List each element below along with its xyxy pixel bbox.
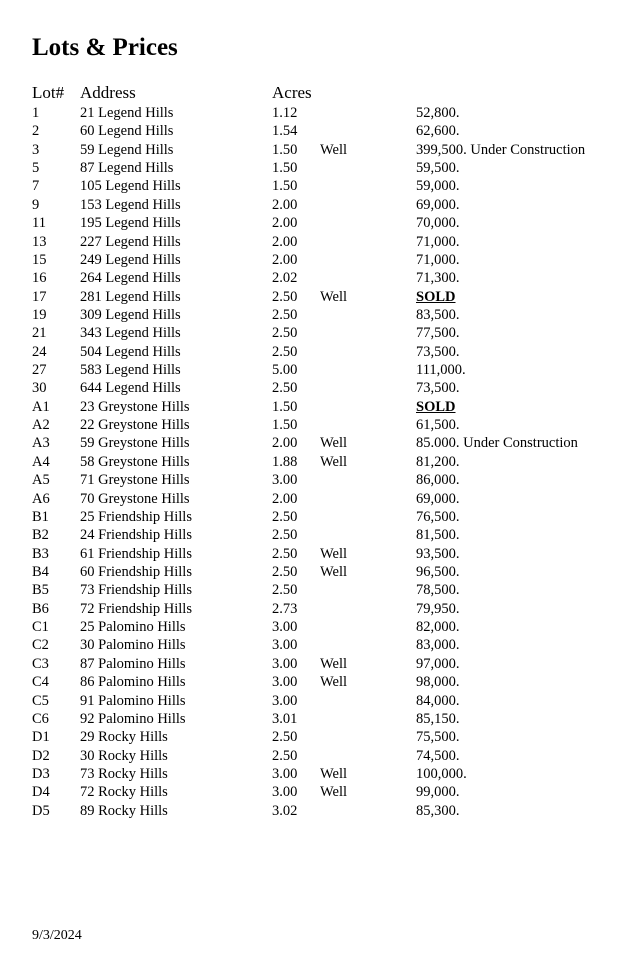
lot-price: 85,150. xyxy=(416,710,460,727)
page-title: Lots & Prices xyxy=(32,34,178,61)
lot-price: 77,500. xyxy=(416,325,460,342)
lot-price-cell xyxy=(416,710,460,728)
lot-acres: 1.50 xyxy=(272,141,298,158)
lot-price: 61,500. xyxy=(416,417,460,434)
lot-acres: 2.50 xyxy=(272,527,298,544)
lot-acres: 1.50 xyxy=(272,398,298,415)
lot-number: 19 xyxy=(32,306,47,323)
lot-address: 87 Palomino Hills xyxy=(80,655,186,672)
lot-price-cell xyxy=(416,416,460,434)
lot-number: C2 xyxy=(32,637,49,654)
lot-price: 81,500. xyxy=(416,527,460,544)
lot-price: 59,000. xyxy=(416,178,460,195)
lot-address: 25 Palomino Hills xyxy=(80,619,186,636)
lot-price-cell xyxy=(416,765,467,783)
lot-number: 1 xyxy=(32,105,40,121)
lot-acres: 3.02 xyxy=(272,802,298,819)
lot-address: 58 Greystone Hills xyxy=(80,453,190,470)
lot-acres: 3.00 xyxy=(272,619,298,636)
lot-address: 583 Legend Hills xyxy=(80,362,181,379)
header-lot: Lot# xyxy=(32,83,65,102)
lot-price-cell xyxy=(416,545,460,563)
table-row xyxy=(0,545,620,563)
lot-price-cell xyxy=(416,728,460,746)
lot-acres: 3.00 xyxy=(272,655,298,672)
table-header xyxy=(0,83,620,103)
lot-number: B2 xyxy=(32,527,49,544)
lot-address: 227 Legend Hills xyxy=(80,233,181,250)
lot-price-cell xyxy=(416,269,460,287)
lot-price-cell xyxy=(416,802,460,820)
lot-price: 97,000. xyxy=(416,655,460,672)
lot-price-cell xyxy=(416,324,460,342)
table-row xyxy=(0,490,620,508)
lot-address: 23 Greystone Hills xyxy=(80,398,190,415)
lot-acres: 2.00 xyxy=(272,196,298,213)
table-row xyxy=(0,655,620,673)
lot-number: A4 xyxy=(32,453,50,470)
table-row xyxy=(0,747,620,765)
lot-price: 100,000. xyxy=(416,765,467,782)
lot-price-cell xyxy=(416,600,460,618)
lot-price-cell xyxy=(416,453,460,471)
lot-address: 30 Palomino Hills xyxy=(80,637,186,654)
lot-acres: 3.00 xyxy=(272,765,298,782)
lot-price-cell xyxy=(416,177,460,195)
lot-acres: 1.50 xyxy=(272,417,298,434)
lot-acres: 3.01 xyxy=(272,710,298,727)
table-row xyxy=(0,343,620,361)
well-label: Well xyxy=(320,141,348,158)
table-row xyxy=(0,471,620,489)
lot-number: A1 xyxy=(32,398,50,415)
lot-price-cell xyxy=(416,471,460,489)
table-row xyxy=(0,306,620,324)
lot-number: 5 xyxy=(32,160,40,177)
lot-address: 61 Friendship Hills xyxy=(80,545,192,562)
lot-address: 25 Friendship Hills xyxy=(80,508,192,525)
lot-price-cell xyxy=(416,233,460,251)
lot-number: D1 xyxy=(32,729,50,746)
lot-price-cell xyxy=(416,618,460,636)
lot-price-cell xyxy=(416,581,460,599)
lot-price-cell xyxy=(416,636,460,654)
lot-number: B1 xyxy=(32,508,49,525)
lot-number: B5 xyxy=(32,582,49,599)
lot-acres: 2.50 xyxy=(272,288,298,305)
lot-acres: 2.00 xyxy=(272,233,298,250)
lot-address: 73 Friendship Hills xyxy=(80,582,192,599)
lot-price: 96,500. xyxy=(416,563,460,580)
lot-acres: 1.50 xyxy=(272,178,298,195)
lot-price: 85.000. xyxy=(416,435,460,452)
lot-price: 71,300. xyxy=(416,270,460,287)
lot-acres: 2.50 xyxy=(272,545,298,562)
lot-number: D4 xyxy=(32,784,50,801)
lot-price-cell xyxy=(416,361,466,379)
lot-address: 195 Legend Hills xyxy=(80,215,181,232)
lot-price-cell xyxy=(416,104,460,122)
sold-label: SOLD xyxy=(416,398,456,415)
lot-address: 86 Palomino Hills xyxy=(80,674,186,691)
lot-address: 644 Legend Hills xyxy=(80,380,181,397)
lot-number: 17 xyxy=(32,288,47,305)
sold-label: SOLD xyxy=(416,288,456,305)
lot-acres: 1.12 xyxy=(272,105,298,121)
lot-price: 93,500. xyxy=(416,545,460,562)
lot-number: D5 xyxy=(32,802,50,819)
lot-price-cell xyxy=(416,306,460,324)
lot-acres: 2.50 xyxy=(272,380,298,397)
lot-price: 59,500. xyxy=(416,160,460,177)
lot-acres: 2.50 xyxy=(272,729,298,746)
lot-number: 30 xyxy=(32,380,47,397)
well-label: Well xyxy=(320,765,348,782)
lot-number: 2 xyxy=(32,123,40,140)
lot-acres: 2.02 xyxy=(272,270,298,287)
lot-number: 11 xyxy=(32,215,46,232)
lot-number: C4 xyxy=(32,674,49,691)
lot-address: 70 Greystone Hills xyxy=(80,490,190,507)
lot-acres: 2.50 xyxy=(272,343,298,360)
lot-price: 84,000. xyxy=(416,692,460,709)
lot-price: 78,500. xyxy=(416,582,460,599)
lot-address: 309 Legend Hills xyxy=(80,306,181,323)
lot-number: A6 xyxy=(32,490,50,507)
table-row xyxy=(0,269,620,287)
table-row xyxy=(0,563,620,581)
lot-price: 85,300. xyxy=(416,802,460,819)
lot-price-cell xyxy=(416,122,460,140)
lot-price: 52,800. xyxy=(416,105,460,121)
lot-price: 99,000. xyxy=(416,784,460,801)
well-label: Well xyxy=(320,563,348,580)
lot-price-cell xyxy=(416,141,585,159)
lot-price: 79,950. xyxy=(416,600,460,617)
table-row xyxy=(0,728,620,746)
table-row xyxy=(0,600,620,618)
status-note: Under Construction xyxy=(470,141,586,158)
table-row xyxy=(0,453,620,471)
lot-address: 59 Legend Hills xyxy=(80,141,174,158)
table-row xyxy=(0,783,620,801)
lot-number: B4 xyxy=(32,563,49,580)
lot-number: C5 xyxy=(32,692,49,709)
lot-number: 21 xyxy=(32,325,47,342)
well-label: Well xyxy=(320,288,348,305)
lot-address: 30 Rocky Hills xyxy=(80,747,168,764)
table-row xyxy=(0,434,620,452)
lot-price-cell xyxy=(416,214,460,232)
lot-acres: 2.50 xyxy=(272,563,298,580)
table-row xyxy=(0,673,620,691)
lot-acres: 2.50 xyxy=(272,747,298,764)
lot-address: 87 Legend Hills xyxy=(80,160,174,177)
lot-address: 264 Legend Hills xyxy=(80,270,181,287)
lot-address: 343 Legend Hills xyxy=(80,325,181,342)
lot-address: 153 Legend Hills xyxy=(80,196,181,213)
lot-acres: 2.50 xyxy=(272,508,298,525)
lot-address: 24 Friendship Hills xyxy=(80,527,192,544)
table-row xyxy=(0,379,620,397)
lot-number: A5 xyxy=(32,472,50,489)
lot-number: 27 xyxy=(32,362,47,379)
lot-price: 62,600. xyxy=(416,123,460,140)
lot-price-cell xyxy=(416,508,460,526)
lot-price: 74,500. xyxy=(416,747,460,764)
lot-price: 83,500. xyxy=(416,306,460,323)
lots-table xyxy=(0,104,620,820)
lot-acres: 1.54 xyxy=(272,123,298,140)
lot-number: 7 xyxy=(32,178,40,195)
lot-address: 281 Legend Hills xyxy=(80,288,181,305)
table-row xyxy=(0,233,620,251)
table-row xyxy=(0,324,620,342)
lot-price-cell xyxy=(416,288,456,306)
lot-price-cell xyxy=(416,490,460,508)
table-row xyxy=(0,416,620,434)
lot-number: 13 xyxy=(32,233,47,250)
table-row xyxy=(0,636,620,654)
lot-price: 82,000. xyxy=(416,619,460,636)
lot-address: 92 Palomino Hills xyxy=(80,710,186,727)
table-row xyxy=(0,581,620,599)
lot-acres: 2.00 xyxy=(272,490,298,507)
lot-acres: 3.00 xyxy=(272,692,298,709)
table-row xyxy=(0,710,620,728)
table-row xyxy=(0,177,620,195)
footer-date: 9/3/2024 xyxy=(32,928,82,943)
table-row xyxy=(0,361,620,379)
lot-number: C6 xyxy=(32,710,49,727)
lot-price: 75,500. xyxy=(416,729,460,746)
header-address: Address xyxy=(80,83,136,102)
lot-price: 71,000. xyxy=(416,233,460,250)
table-row xyxy=(0,692,620,710)
lot-price: 86,000. xyxy=(416,472,460,489)
lot-number: 16 xyxy=(32,270,47,287)
lot-number: 9 xyxy=(32,196,40,213)
table-row xyxy=(0,802,620,820)
well-label: Well xyxy=(320,545,348,562)
lot-address: 73 Rocky Hills xyxy=(80,765,168,782)
table-row xyxy=(0,526,620,544)
lot-address: 91 Palomino Hills xyxy=(80,692,186,709)
well-label: Well xyxy=(320,784,348,801)
lot-acres: 1.88 xyxy=(272,453,298,470)
table-row xyxy=(0,765,620,783)
lot-number: 3 xyxy=(32,141,40,158)
table-row xyxy=(0,104,620,122)
lot-price-cell xyxy=(416,398,456,416)
lot-price-cell xyxy=(416,673,460,691)
lot-number: C1 xyxy=(32,619,49,636)
header-acres: Acres xyxy=(272,83,312,102)
lot-price: 83,000. xyxy=(416,637,460,654)
lot-number: B3 xyxy=(32,545,49,562)
lot-acres: 2.73 xyxy=(272,600,298,617)
lot-address: 72 Friendship Hills xyxy=(80,600,192,617)
lot-number: A3 xyxy=(32,435,50,452)
table-row xyxy=(0,122,620,140)
lot-number: B6 xyxy=(32,600,49,617)
lot-price: 399,500. xyxy=(416,141,467,158)
lot-price: 71,000. xyxy=(416,251,460,268)
well-label: Well xyxy=(320,674,348,691)
lot-price: 76,500. xyxy=(416,508,460,525)
table-row xyxy=(0,398,620,416)
lot-address: 22 Greystone Hills xyxy=(80,417,190,434)
table-row xyxy=(0,214,620,232)
table-row xyxy=(0,288,620,306)
lot-price: 69,000. xyxy=(416,196,460,213)
lot-price-cell xyxy=(416,196,460,214)
lot-price-cell xyxy=(416,159,460,177)
table-row xyxy=(0,196,620,214)
lot-acres: 2.50 xyxy=(272,325,298,342)
lot-number: 15 xyxy=(32,251,47,268)
lot-address: 21 Legend Hills xyxy=(80,105,174,121)
lot-address: 60 Legend Hills xyxy=(80,123,174,140)
lot-price: 70,000. xyxy=(416,215,460,232)
lot-price-cell xyxy=(416,747,460,765)
lot-acres: 2.00 xyxy=(272,251,298,268)
well-label: Well xyxy=(320,655,348,672)
table-row xyxy=(0,251,620,269)
lot-address: 60 Friendship Hills xyxy=(80,563,192,580)
lot-acres: 2.50 xyxy=(272,582,298,599)
lot-address: 249 Legend Hills xyxy=(80,251,181,268)
lot-price: 73,500. xyxy=(416,343,460,360)
lot-price: 73,500. xyxy=(416,380,460,397)
lot-acres: 2.00 xyxy=(272,215,298,232)
lot-price: 69,000. xyxy=(416,490,460,507)
lot-price-cell xyxy=(416,434,578,452)
lot-address: 71 Greystone Hills xyxy=(80,472,190,489)
lot-number: 24 xyxy=(32,343,47,360)
lot-price-cell xyxy=(416,655,460,673)
status-note: Under Construction xyxy=(463,435,578,452)
lot-price-cell xyxy=(416,783,460,801)
lot-number: C3 xyxy=(32,655,49,672)
lot-acres: 3.00 xyxy=(272,784,298,801)
lot-price: 81,200. xyxy=(416,453,460,470)
lot-price-cell xyxy=(416,379,460,397)
lot-address: 504 Legend Hills xyxy=(80,343,181,360)
lot-acres: 1.50 xyxy=(272,160,298,177)
lot-address: 59 Greystone Hills xyxy=(80,435,190,452)
table-row xyxy=(0,618,620,636)
lot-acres: 3.00 xyxy=(272,637,298,654)
lot-price-cell xyxy=(416,526,460,544)
lot-price-cell xyxy=(416,251,460,269)
lot-acres: 3.00 xyxy=(272,472,298,489)
lot-address: 29 Rocky Hills xyxy=(80,729,168,746)
lot-price-cell xyxy=(416,563,460,581)
lot-price: 98,000. xyxy=(416,674,460,691)
table-row xyxy=(0,141,620,159)
lot-acres: 2.00 xyxy=(272,435,298,452)
lot-number: A2 xyxy=(32,417,50,434)
lot-number: D3 xyxy=(32,765,50,782)
lot-address: 89 Rocky Hills xyxy=(80,802,168,819)
lot-number: D2 xyxy=(32,747,50,764)
lot-acres: 3.00 xyxy=(272,674,298,691)
lot-acres: 2.50 xyxy=(272,306,298,323)
table-row xyxy=(0,508,620,526)
lot-price-cell xyxy=(416,343,460,361)
well-label: Well xyxy=(320,435,348,452)
table-row xyxy=(0,159,620,177)
well-label: Well xyxy=(320,453,348,470)
lot-address: 72 Rocky Hills xyxy=(80,784,168,801)
lot-address: 105 Legend Hills xyxy=(80,178,181,195)
lot-price: 111,000. xyxy=(416,362,466,379)
lot-price-cell xyxy=(416,692,460,710)
lot-acres: 5.00 xyxy=(272,362,298,379)
